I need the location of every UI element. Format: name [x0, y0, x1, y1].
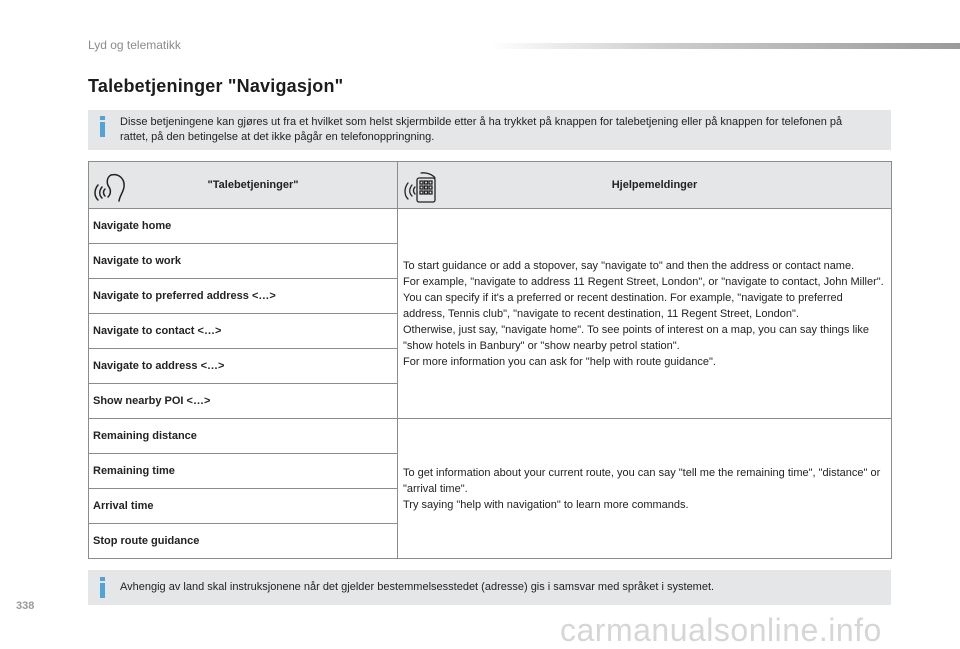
help-line: Otherwise, just say, "navigate home". To see points of interest on a map, you can say things like "show hotels in Banbury" or "show nearby petrol station".	[403, 323, 869, 352]
command-cell: Navigate to preferred address <…>	[89, 279, 398, 314]
command-cell: Navigate to work	[89, 244, 398, 279]
command-cell: Arrival time	[89, 489, 398, 524]
command-cell: Navigate to contact <…>	[89, 314, 398, 349]
header-rule	[490, 43, 960, 49]
command-cell: Remaining distance	[89, 419, 398, 454]
help-line: To start guidance or add a stopover, say "navigate to" and then the address or contact name.	[403, 259, 855, 272]
info-box-bottom	[88, 570, 891, 605]
command-cell: Remaining time	[89, 454, 398, 489]
help-line: Try saying "help with navigation" to learn more commands.	[403, 498, 689, 511]
help-line: You can specify if it's a preferred or recent destination. For example, "navigate to preferred address, Tennis club", "navigate to recent destination, 11 Regent Street, London".	[403, 291, 843, 320]
col-header-help	[398, 162, 892, 209]
help-line: For example, "navigate to address 11 Regent Street, London", or "navigate to contact, John Miller".	[403, 275, 884, 288]
section-header: Lyd og telematikk	[88, 38, 181, 52]
voice-command-icon	[94, 169, 130, 203]
col-header-commands-label: "Talebetjeninger"	[207, 179, 299, 191]
command-cell: Stop route guidance	[89, 524, 398, 559]
command-cell: Navigate to address <…>	[89, 349, 398, 384]
help-cell-navigation	[398, 209, 892, 419]
help-line: To get information about your current route, you can say "tell me the remaining time", "distance" or "arrival time".	[403, 466, 881, 495]
info-text-bottom: Avhengig av land skal instruksjonene når det gjelder bestemmelsesstedet (adresse) gis i samsvar med språket i systemet.	[120, 581, 715, 593]
help-line: For more information you can ask for "help with route guidance".	[403, 355, 716, 368]
voice-help-keypad-icon	[403, 169, 439, 203]
voice-commands-table	[88, 161, 892, 559]
col-header-help-label: Hjelpemeldinger	[611, 179, 698, 191]
watermark: carmanualsonline.info	[560, 612, 882, 648]
page-number: 338	[16, 600, 35, 612]
page-title: Talebetjeninger "Navigasjon"	[88, 76, 344, 96]
command-cell: Navigate home	[89, 209, 398, 244]
col-header-commands	[89, 162, 398, 209]
command-cell: Show nearby POI <…>	[89, 384, 398, 419]
info-box-top	[88, 110, 891, 150]
help-cell-route-info	[398, 419, 892, 559]
info-text-top: Disse betjeningene kan gjøres ut fra et hvilket som helst skjermbilde etter å ha trykket på knappen for talebetjening eller på knappen for telefonen på rattet, på den betingelse at det ikke pågår en telefonoppringning.	[120, 116, 843, 143]
